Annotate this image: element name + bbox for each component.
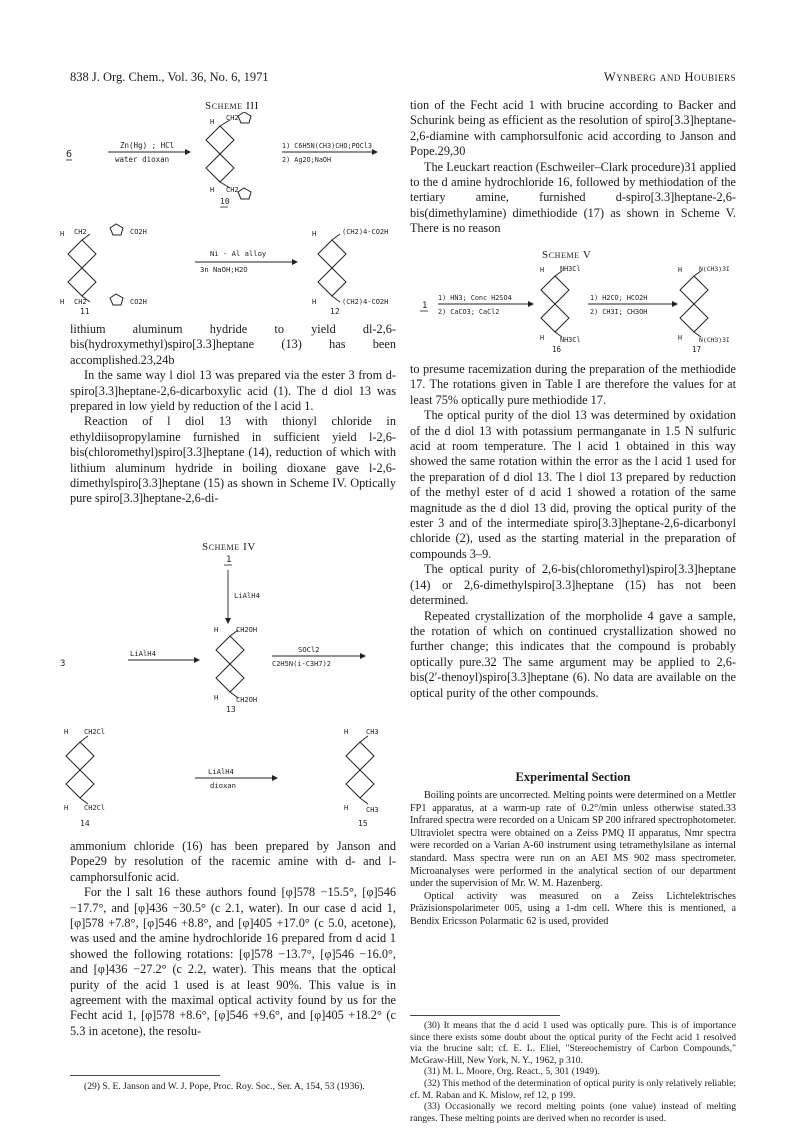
- compound-10-ch2-bottom: CH2: [226, 186, 239, 194]
- compound-11-ch2-bottom: CH2: [74, 298, 87, 306]
- scheme-3-arrow1-top: Zn(Hg) ; HCl: [120, 141, 175, 150]
- scheme-5-arrow1-bottom: 2) CaCO3; CaCl2: [438, 308, 500, 316]
- scheme-3-start-number: 6: [66, 149, 73, 160]
- scheme-4-down-reagent: LiAlH4: [234, 591, 260, 600]
- compound-14-number: 14: [80, 819, 90, 828]
- footnotes-right: [410, 1020, 736, 1124]
- compound-15-h-top: H: [344, 728, 349, 736]
- compound-12-chain-top: (CH2)4-CO2H: [342, 228, 389, 236]
- paragraph: tion of the Fecht acid 1 with brucine according to Backer and Schurink being as efficient as the resolution of spiro[3.3]heptane-2,6-diamine with camphorsulfonic acid according to Janson and Pope.29,30: [410, 98, 736, 159]
- footnote-33: (33) Occasionally we record melting points (one value) instead of melting ranges. These melting points are derived when no recorder is used.: [410, 1101, 736, 1124]
- paragraph: ammonium chloride (16) has been prepared by Janson and Pope29 by resolution of the racemic amine with d- and l-camphorsulfonic acid.: [70, 839, 396, 884]
- right-column-middle: [410, 362, 736, 701]
- compound-17-number: 17: [692, 345, 702, 354]
- footnote-30: (30) It means that the d acid 1 used was optically pure. This is of importance since there exists some doubt about the optical purity of the Fecht acid 1 resolved via the brucine salt; cf. E. L. Eliel, "Stereochemistry of Carbon Compounds," McGraw-Hill, New York, N. Y., 1962, p 310.: [410, 1020, 736, 1066]
- compound-11-h-bottom: H: [60, 298, 65, 306]
- compound-11-structure: [68, 224, 123, 305]
- scheme-3-title: Scheme III: [205, 100, 259, 112]
- compound-12-number: 12: [330, 307, 340, 316]
- paragraph: lithium aluminum hydride to yield dl-2,6-bis(hydroxymethyl)spiro[3.3]heptane (13) has been accomplished.23,24b: [70, 322, 396, 367]
- paragraph: to presume racemization during the preparation of the methiodide 17. The rotations given in Table I are therefore the values for at least 75% optically pure methiodide 17.: [410, 362, 736, 407]
- paragraph: Repeated crystallization of the morpholide 4 gave a sample, the rotation of which on continued crystallization showed no further change; this indicates that the compound is probably optically pure.32 The same argument may be applied to 2,6-bis(2′-thenoyl)spiro[3.3]heptane (6). No data are available on the optical purity of the other compounds.: [410, 608, 736, 700]
- compound-10-h-bottom: H: [210, 186, 215, 194]
- compound-13-structure: [216, 630, 244, 698]
- compound-15-number: 15: [358, 819, 368, 828]
- paragraph: Optical activity was measured on a Zeiss Lichtelektrisches Präzisionspolarimeter 005, using a 1-dm cell. Where this is mentioned, a Bendix Ericsson Polarmatic 62 is used, provided: [410, 890, 736, 927]
- compound-14-ch2cl-top: CH2Cl: [84, 728, 106, 736]
- left-column-lower: [70, 839, 396, 1039]
- scheme-3-arrow1-bottom: water dioxan: [115, 155, 170, 164]
- scheme-4-ester-number: 3: [60, 659, 66, 669]
- left-column-upper: [70, 322, 396, 507]
- scheme-4-left-reagent: LiAlH4: [130, 649, 156, 658]
- right-column-upper: [410, 98, 736, 237]
- compound-14-structure: [66, 736, 94, 804]
- compound-10-ch2-top: CH2: [226, 114, 239, 122]
- compound-17-nme3i-top: N(CH3)3I: [699, 265, 730, 273]
- compound-13-h-bottom: H: [214, 694, 219, 702]
- scheme-4-bottom-reagent-top: LiAlH4: [208, 767, 234, 776]
- paragraph: Boiling points are uncorrected. Melting points were determined on a Mettler FP1 apparatus, at a warm-up rate of 0.2°/min unless otherwise stated.33 Infrared spectra were recorded on a Unicam SP 200 infrared spectrophotometer. Ultraviolet spectra were obtained on a Zeiss PMQ II apparatus, Nmr spectra were recorded on a Varian A-60 instrument using tetramethylsilane as internal standard. Mass spectra were run on an AEI MS 902 mass spectrometer. Microanalyses were performed in the analytical section of our department under the supervision of Mr. W. M. Hazenberg.: [410, 790, 736, 890]
- scheme-5-title: Scheme V: [542, 249, 592, 261]
- compound-12-h-top: H: [312, 230, 317, 238]
- compound-16-nh3cl-bottom: NH3Cl: [560, 336, 581, 344]
- scheme-4-title: Scheme IV: [202, 541, 256, 553]
- scheme-3-arrow3-top: Ni - Al alloy: [210, 249, 267, 258]
- scheme-5-arrow2-top: 1) H2CO; HCO2H: [590, 294, 648, 302]
- compound-11-co2h-bottom: CO2H: [130, 298, 147, 306]
- paragraph: The Leuckart reaction (Eschweiler–Clark procedure)31 applied to the d amine hydrochloride 16, followed by methiodation of the tertiary amine, furnished d-spiro[3.3]heptane-2,6-bis(dimethylamine) dimethiodide (17) as shown in Scheme V. There is no reason: [410, 159, 736, 236]
- compound-17-structure: [680, 271, 708, 337]
- compound-12-h-bottom: H: [312, 298, 317, 306]
- footnote-31: (31) M. L. Moore, Org. React., 5, 301 (1949).: [424, 1066, 600, 1078]
- scheme-4-start-number: 1: [226, 555, 232, 565]
- compound-11-co2h-top: CO2H: [130, 228, 147, 236]
- compound-15-h-bottom: H: [344, 804, 349, 812]
- footnote-32: (32) This method of the determination of optical purity is only relatively reliable; cf. M. Raban and K. Mislow, ref 12, p 199.: [410, 1077, 736, 1101]
- journal-citation: 838 J. Org. Chem., Vol. 36, No. 6, 1971: [70, 70, 269, 84]
- scheme-3-arrow2-top: 1) C6H5N(CH3)CHO;POCl3: [282, 142, 373, 150]
- compound-16-number: 16: [552, 345, 562, 354]
- compound-11-number: 11: [80, 307, 90, 316]
- compound-14-h-top: H: [64, 728, 69, 736]
- paragraph: The optical purity of the diol 13 was determined by oxidation of the d diol 13 with potassium permanganate in 1.5 N sulfuric acid at room temperature. The l acid 1 obtained in this way showed the same rotation within the error as the l acid 1 used for the preparation of d diol 13. The l diol 13 prepared by reduction of the methyl ester of d acid 1 showed a rotation of the same magnitude as the d diol 13 did, proving the optical purity of the ester 3 and of the intermediate spiro[3.3]heptane-2,6-dicarbonyl chloride (2), used as the starting material in the preparation of compounds 3–9.: [410, 408, 736, 561]
- compound-13-h-top: H: [214, 626, 219, 634]
- compound-17-h-bottom: H: [678, 334, 682, 342]
- compound-11-ch2-top: CH2: [74, 228, 87, 236]
- scheme-4-right-reagent-bottom: C2H5N(i-C3H7)2: [272, 660, 332, 668]
- paragraph: Reaction of l diol 13 with thionyl chloride in ethyldiisopropylamine furnished in sufficient yield l-2,6-bis(chloromethyl)spiro[3.3]heptane (14), reduction of which with lithium aluminum hydride in boiling dioxane gave l-2,6-dimethylspiro[3.3]heptane (15) as shown in Scheme IV. Optically pure spiro[3.3]heptane-2,6-di-: [70, 414, 396, 506]
- compound-12-chain-bottom: (CH2)4-CO2H: [342, 298, 389, 306]
- compound-16-h-bottom: H: [540, 334, 545, 342]
- scheme-4-right-reagent-top: SOCl2: [298, 645, 320, 654]
- scheme-3-figure: [60, 112, 400, 317]
- compound-15-ch3-top: CH3: [366, 728, 379, 736]
- compound-15-ch3-bottom: CH3: [366, 806, 379, 814]
- compound-10-h-top: H: [210, 118, 215, 126]
- footnote-rule: [410, 1015, 560, 1016]
- scheme-5-start-number: 1: [422, 301, 428, 311]
- compound-14-ch2cl-bottom: CH2Cl: [84, 804, 106, 812]
- scheme-5-arrow2-bottom: 2) CH3I; CH3OH: [590, 308, 648, 316]
- compound-16-nh3cl-top: NH3Cl: [560, 265, 581, 273]
- scheme-4-figure: [60, 552, 400, 840]
- scheme-3-arrow2-bottom: 2) Ag2O;NaOH: [282, 156, 332, 164]
- compound-15-structure: [346, 736, 374, 804]
- scheme-4-bottom-reagent-bottom: dioxan: [210, 781, 236, 790]
- paragraph: For the l salt 16 these authors found [φ]578 −15.5°, [φ]546 −17.7°, and [φ]436 −30.5° (c 2.1, water). In our case d acid 1, [φ]578 +7.8°, [φ]546 +8.8°, and [φ]405 +17.0° (c 5.0, acetone), was used and the amine hydrochloride 16 prepared from d acid 1 showed the following rotations: [φ]578 −13.7°, [φ]546 −16.0°, and [φ]436 −27.2° (c 2.2, water). This means that the optical purity of the acid 1 used is at least 90%. This value is in agreement with the maximal optical activity found by us for the Fecht acid 1, [φ]578 +8.6°, [φ]546 +9.6°, and [φ]405 +18.2° (c 5.3 in acetone), the resolu-: [70, 885, 396, 1038]
- scheme-3-arrow3-bottom: 3n NaOH;H2O: [200, 265, 248, 274]
- compound-13-ch2oh-top: CH2OH: [236, 626, 258, 634]
- compound-17-h-top: H: [678, 266, 682, 274]
- footnote-29: [70, 1081, 396, 1093]
- compound-13-number: 13: [226, 705, 236, 714]
- compound-13-ch2oh-bottom: CH2OH: [236, 696, 258, 704]
- compound-10-number: 10: [220, 197, 230, 206]
- scheme-5-arrow1-top: 1) HN3; Conc H2SO4: [438, 294, 512, 302]
- footnote-rule: [70, 1075, 220, 1076]
- running-header: [70, 70, 736, 88]
- authors-header: Wynberg and Houbiers: [603, 70, 736, 84]
- compound-17-nme3i-bottom: N(CH3)3I: [699, 336, 730, 344]
- compound-16-structure: [541, 271, 569, 337]
- paragraph: The optical purity of 2,6-bis(chloromethyl)spiro[3.3]heptane (14) or 2,6-dimethylspiro[3.3]heptane (15) has not been determined.: [410, 562, 736, 608]
- footnote-text: (29) S. E. Janson and W. J. Pope, Proc. Roy. Soc., Ser. A, 154, 53 (1936).: [84, 1081, 365, 1092]
- experimental-section-text: [410, 790, 736, 929]
- compound-14-h-bottom: H: [64, 804, 69, 812]
- paragraph: In the same way l diol 13 was prepared via the ester 3 from d-spiro[3.3]heptane-2,6-dicarboxylic acid (1). The d diol 13 was prepared in low yield by reduction of the l acid 1.: [70, 368, 396, 414]
- compound-12-structure: [318, 234, 346, 302]
- compound-16-h-top: H: [540, 266, 545, 274]
- compound-11-h-top: H: [60, 230, 65, 238]
- scheme-5-figure: [410, 262, 736, 358]
- experimental-section-title: Experimental Section: [515, 770, 631, 784]
